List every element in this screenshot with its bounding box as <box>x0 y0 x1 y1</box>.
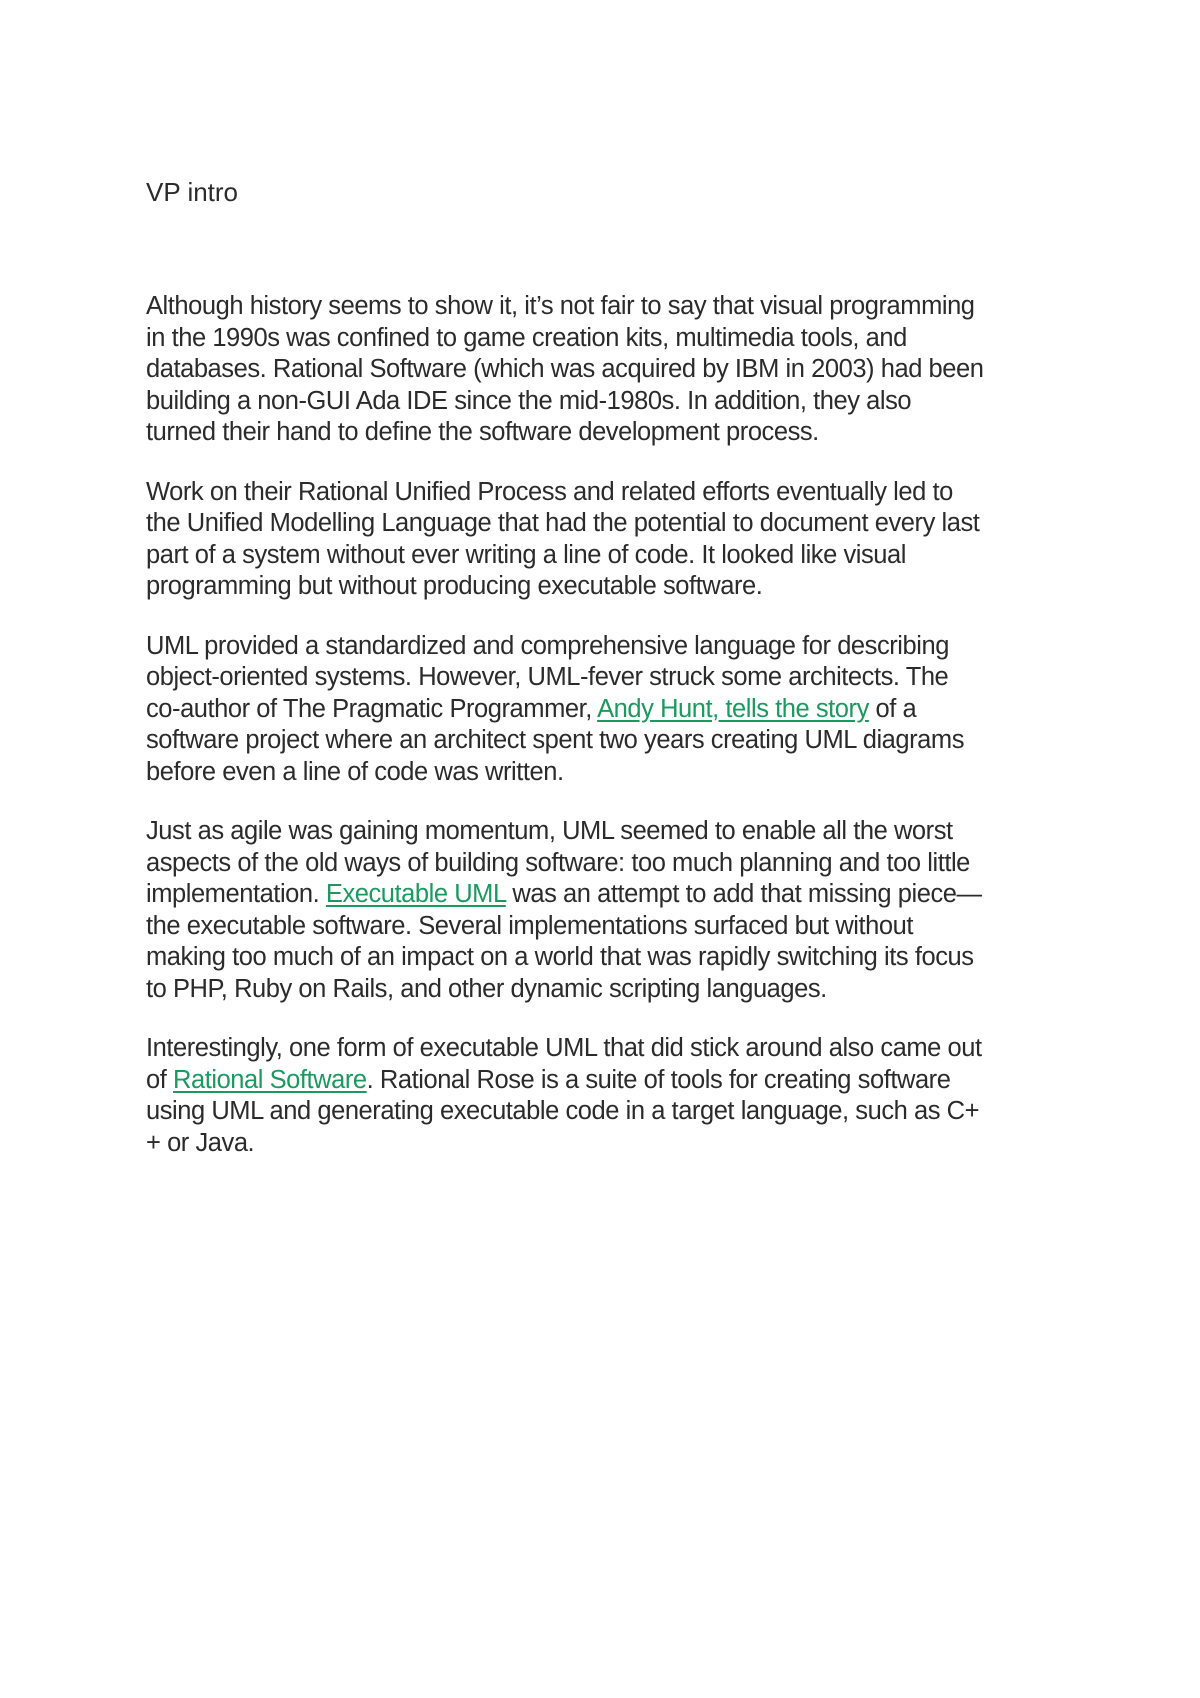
paragraph-5 <box>146 1033 1076 1159</box>
text-line: object-oriented systems. However, UML-fever struck some architects. The <box>146 663 949 691</box>
text-line: Although history seems to show it, it’s not fair to say that visual programming <box>146 292 975 320</box>
text-segment: of a <box>868 694 917 723</box>
text-segment: co-author of The Pragmatic Programmer, <box>146 694 598 723</box>
text-line: Work on their Rational Unified Process and related efforts eventually led to <box>146 477 953 506</box>
document-title: VP intro <box>146 177 239 207</box>
text-line: turned their hand to define the software development process. <box>146 418 819 446</box>
text-line: part of a system without ever writing a line of code. It looked like visual <box>146 540 906 569</box>
text-line: programming but without producing executable software. <box>146 572 763 600</box>
paragraph-2 <box>146 477 1076 603</box>
text-line: using UML and generating executable code in a target language, such as C+ <box>146 1097 980 1125</box>
text-line: aspects of the old ways of building software: too much planning and too little <box>146 848 970 877</box>
paragraph-1 <box>146 291 1076 449</box>
text-line: + or Java. <box>146 1128 255 1157</box>
text-line: before even a line of code was written. <box>146 757 564 786</box>
text-line: in the 1990s was confined to game creation kits, multimedia tools, and <box>146 323 907 352</box>
text-line: making too much of an impact on a world that was rapidly switching its focus <box>146 943 974 971</box>
text-line: UML provided a standardized and comprehensive language for describing <box>146 631 949 660</box>
text-segment: of <box>146 1065 174 1094</box>
text-line: Interestingly, one form of executable UML that did stick around also came out <box>146 1034 982 1062</box>
text-line: building a non-GUI Ada IDE since the mid-1980s. In addition, they also <box>146 386 912 415</box>
text-line: databases. Rational Software (which was acquired by IBM in 2003) had been <box>146 355 984 383</box>
text-line-with-link <box>146 879 1076 911</box>
text-line: to PHP, Ruby on Rails, and other dynamic scripting languages. <box>146 974 827 1003</box>
text-line: Just as agile was gaining momentum, UML seemed to enable all the worst <box>146 817 953 845</box>
paragraph-4 <box>146 816 1076 1005</box>
text-segment: was an attempt to add that missing piece— <box>505 880 982 908</box>
text-line: software project where an architect spent two years creating UML diagrams <box>146 726 965 754</box>
text-line-with-link <box>146 1065 1076 1097</box>
text-line: the Unified Modelling Language that had the potential to document every last <box>146 509 980 537</box>
rational-software-link[interactable]: Rational Software <box>173 1065 367 1094</box>
paragraph-3 <box>146 631 1076 789</box>
text-line-with-link <box>146 694 1076 726</box>
document-body <box>146 291 1076 1187</box>
text-segment: implementation. <box>146 880 326 908</box>
executable-uml-link[interactable]: Executable UML <box>325 880 506 908</box>
andy-hunt-story-link[interactable]: Andy Hunt, tells the story <box>597 694 869 723</box>
text-line: the executable software. Several implementations surfaced but without <box>146 911 913 940</box>
text-segment: . Rational Rose is a suite of tools for creating software <box>366 1065 951 1094</box>
